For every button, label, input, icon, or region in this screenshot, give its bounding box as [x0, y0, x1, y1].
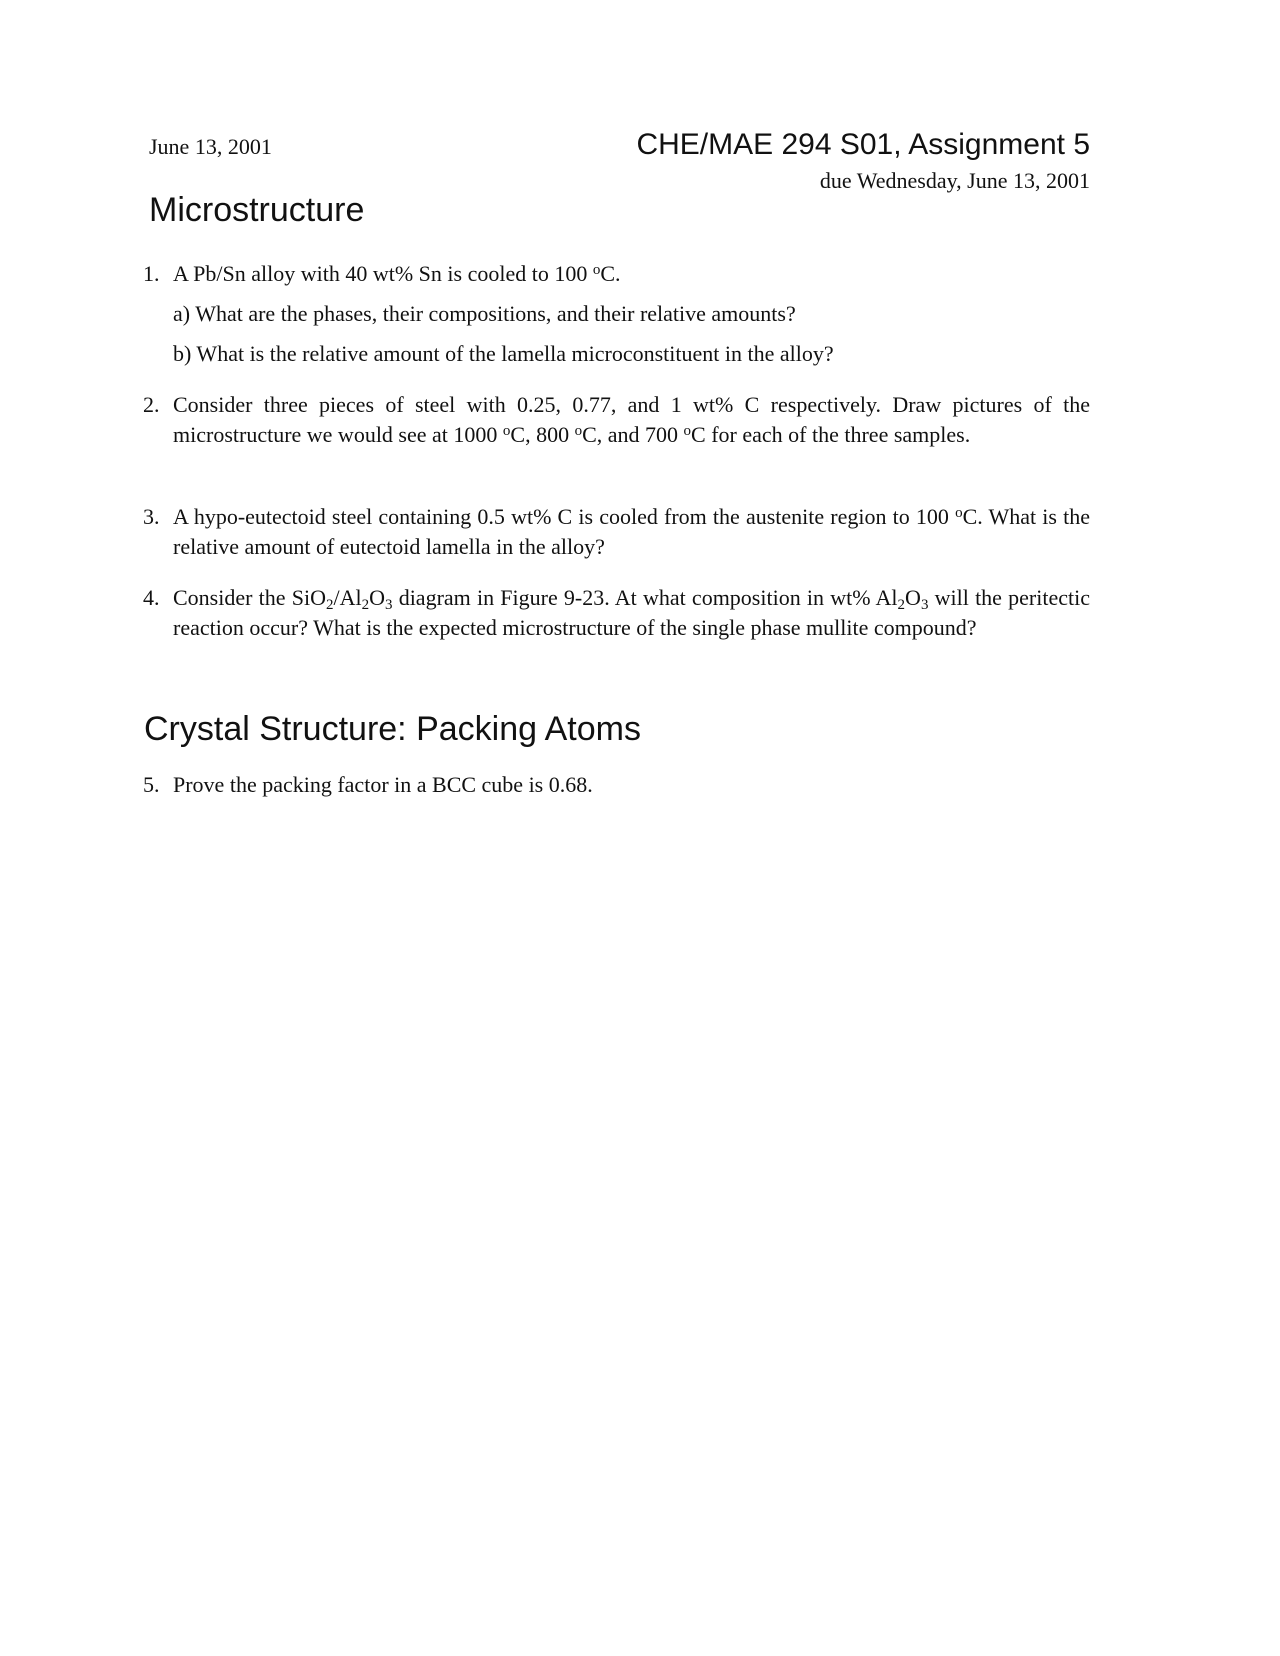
problem-text: A Pb/Sn alloy with 40 wt% Sn is cooled to 100 $^o$C.: [173, 261, 621, 286]
problem-text: Prove the packing factor in a BCC cube is 0.68.: [173, 772, 593, 797]
problem-3: [143, 502, 1090, 562]
course-title: CHE/MAE 294 S01, Assignment 5: [636, 128, 1090, 161]
due-date: due Wednesday, June 13, 2001: [819, 168, 1090, 193]
problem-text: Consider the $SiO_2/Al_2O_3$ diagram in Figure 9-23. At what composition in wt% $Al_2O_3$ will the peritectic reaction occur? What is the expected microstructure of the single phase mullite compound?: [173, 585, 1090, 640]
problem-5: [143, 770, 1090, 800]
section-heading-microstructure: Microstructure: [149, 191, 365, 229]
section-heading-crystal-structure: Crystal Structure: Packing Atoms: [144, 710, 641, 748]
problem-text: A hypo-eutectoid steel containing 0.5 wt% C is cooled from the austenite region to 100 $^o$C. What is the relative amount of eutectoid lamella in the alloy?: [173, 504, 1091, 559]
problem-number: 4.: [143, 585, 160, 610]
assignment-date: June 13, 2001: [149, 134, 272, 159]
problem-1a: a) What are the phases, their compositions, and their relative amounts?: [173, 301, 796, 326]
problem-4: [143, 583, 1090, 643]
problem-1b: b) What is the relative amount of the lamella microconstituent in the alloy?: [173, 341, 834, 366]
problem-number: 3.: [143, 504, 160, 529]
problem-1: [143, 259, 1090, 289]
problem-number: 2.: [143, 392, 160, 417]
problem-number: 1.: [143, 261, 160, 286]
problem-2: [143, 390, 1090, 450]
problem-number: 5.: [143, 772, 160, 797]
problem-text: Consider three pieces of steel with 0.25, 0.77, and 1 wt% C respectively. Draw pictures of the microstructure we would see at 1000 $^o$C, 800 $^o$C, and 700 $^o$C for each of the three samples.: [173, 392, 1090, 447]
